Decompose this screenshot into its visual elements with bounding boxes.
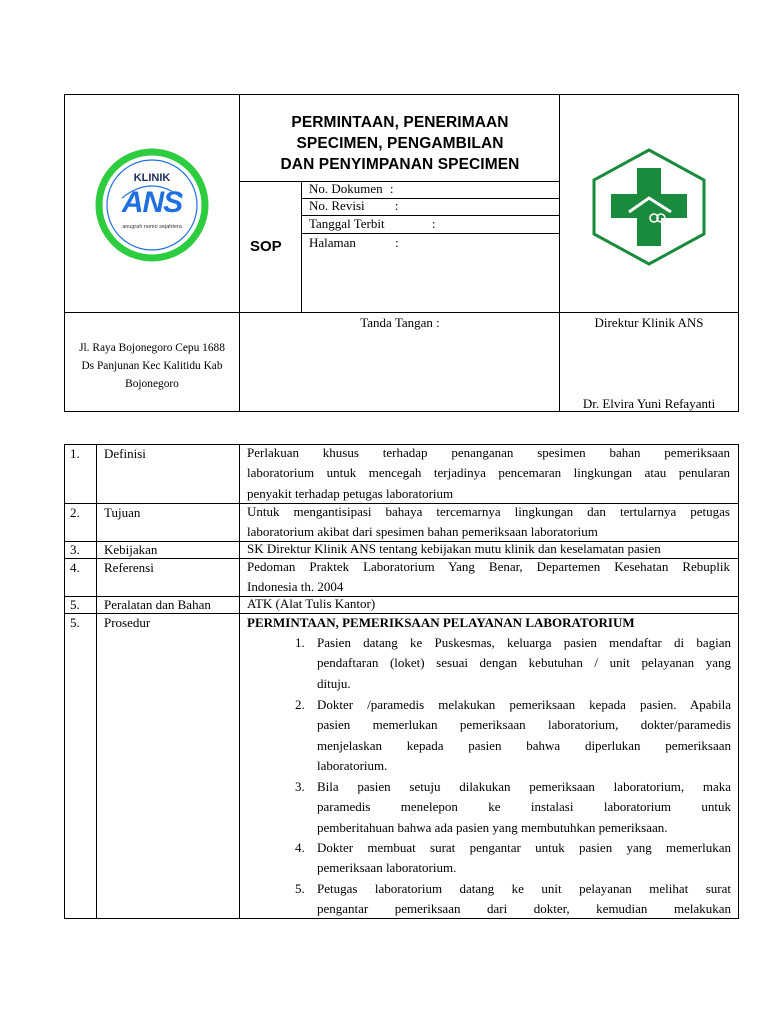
field-colon: : — [394, 198, 399, 213]
row-label-peralatan: Peralatan dan Bahan — [104, 597, 211, 612]
text-line: Pasien datang ke Puskesmas, keluarga pasien mendaftar di bagian — [317, 635, 731, 650]
row-number: 5. — [70, 615, 80, 630]
row-label-definisi: Definisi — [104, 446, 146, 461]
row-label-prosedur: Prosedur — [104, 615, 151, 630]
text-line: dituju. — [317, 675, 351, 691]
text-line: Petugas laboratorium datang ke unit pelayanan melihat surat — [317, 881, 731, 896]
text-line: Dokter /paramedis melakukan pemeriksaan kepada pasien. Apabila — [317, 697, 731, 712]
address-line-1: Jl. Raya Bojonegoro Cepu 1688 — [79, 342, 225, 354]
text-line: Bila pasien setuju dilakukan pemeriksaan laboratorium, maka — [317, 779, 731, 794]
document-title — [240, 112, 560, 175]
procedure-heading: PERMINTAAN, PEMERIKSAAN PELAYANAN LABORATORIUM — [247, 615, 635, 630]
row-number: 5. — [70, 597, 80, 612]
text-line: pemberitahuan bahwa ada pasien yang membutuhkan pemeriksaan. — [317, 819, 668, 835]
text-line: laboratorium. — [317, 757, 388, 773]
row-label-tujuan: Tujuan — [104, 505, 141, 520]
row-label-kebijakan: Kebijakan — [104, 542, 158, 557]
row-content-definisi — [247, 443, 730, 504]
field-no-dokumen — [309, 181, 394, 197]
text-line: ATK (Alat Tulis Kantor) — [247, 596, 376, 611]
text-line: penyakit terhadap petugas laboratorium — [247, 485, 454, 501]
logo-brand: ANS — [121, 186, 183, 219]
step-number: 4. — [295, 840, 305, 855]
clinic-address — [66, 339, 238, 393]
text-line: laboratorium untuk mencegah terjadinya pencemaran lingkungan atau penularan — [247, 465, 730, 481]
text-line: Untuk mengantisipasi bahaya tercemarnya lingkungan dan tertularnya petugas — [247, 504, 730, 519]
text-line: pengantar pemeriksaan dari dokter, kemudian melakukan — [317, 901, 731, 917]
text-line: pemeriksaan laboratorium. — [317, 860, 457, 876]
field-label: No. Dokumen — [309, 181, 383, 196]
row-content-tujuan — [247, 502, 730, 543]
text-line: SK Direktur Klinik ANS tentang kebijakan mutu klinik dan keselamatan pasien — [247, 541, 661, 556]
step-number: 3. — [295, 779, 305, 794]
row-label-referensi: Referensi — [104, 560, 154, 575]
text-line: menjelaskan kepada pasien bahwa diperlukan pemeriksaan — [317, 737, 731, 753]
health-cross-logo — [591, 148, 707, 266]
field-colon: : — [395, 235, 399, 250]
director-title: Direktur Klinik ANS — [594, 315, 704, 330]
procedure-step-1 — [317, 633, 731, 694]
row-number: 2. — [70, 505, 80, 520]
row-number: 4. — [70, 560, 80, 575]
text-line: Indonesia th. 2004 — [247, 579, 344, 595]
field-tanggal-terbit — [309, 216, 435, 232]
field-label: Halaman — [309, 235, 356, 250]
step-number: 2. — [295, 697, 305, 712]
row-number: 3. — [70, 542, 80, 557]
text-line: Perlakuan khusus terhadap penanganan spesimen bahan pemeriksaan — [247, 445, 730, 460]
field-colon: : — [431, 216, 436, 231]
row-content-peralatan — [247, 594, 730, 614]
address-line-2: Ds Panjunan Kec Kalitidu Kab — [81, 360, 223, 372]
title-line-2: SPECIMEN, PENGAMBILAN — [296, 135, 504, 152]
step-number: 1. — [295, 635, 305, 650]
procedure-step-4 — [317, 838, 731, 879]
director-name: Dr. Elvira Yuni Refayanti — [582, 396, 716, 411]
text-line: pasien memerlukan pemeriksaan laboratorium, dokter/paramedis — [317, 717, 731, 733]
sop-label: SOP — [250, 238, 282, 255]
title-line-3: DAN PENYIMPANAN SPECIMEN — [280, 156, 520, 173]
address-line-3: Bojonegoro — [125, 378, 179, 390]
field-label: Tanggal Terbit — [309, 216, 385, 231]
title-line-1: PERMINTAAN, PENERIMAAN — [291, 114, 509, 131]
procedure-step-3 — [317, 777, 731, 838]
field-halaman — [309, 235, 399, 251]
logo-top-text: KLINIK — [133, 172, 171, 184]
clinic-logo — [95, 146, 209, 264]
field-colon: : — [389, 181, 394, 196]
field-no-revisi — [309, 198, 399, 214]
field-label: No. Revisi — [309, 198, 365, 213]
row-content-referensi — [247, 557, 730, 598]
row-number: 1. — [70, 446, 80, 461]
procedure-step-2 — [317, 695, 731, 776]
text-line: laboratorium akibat dari spesimen bahan pemeriksaan laboratorium — [247, 524, 598, 540]
text-line: Pedoman Praktek Laboratorium Yang Benar, Departemen Kesehatan Rebuplik — [247, 559, 730, 574]
signature-label: Tanda Tangan : — [360, 315, 440, 330]
logo-tagline: anugrah nomo sejahtera — [122, 224, 182, 230]
step-number: 5. — [295, 881, 305, 896]
text-line: Dokter membuat surat pengantar untuk pasien yang memerlukan — [317, 840, 731, 855]
procedure-step-5 — [317, 879, 731, 920]
text-line: pendaftaran (loket) sesuai dengan kebutuhan / unit pelayanan yang — [317, 655, 731, 671]
text-line: paramedis menelepon ke instalasi laboratorium untuk — [317, 799, 731, 815]
